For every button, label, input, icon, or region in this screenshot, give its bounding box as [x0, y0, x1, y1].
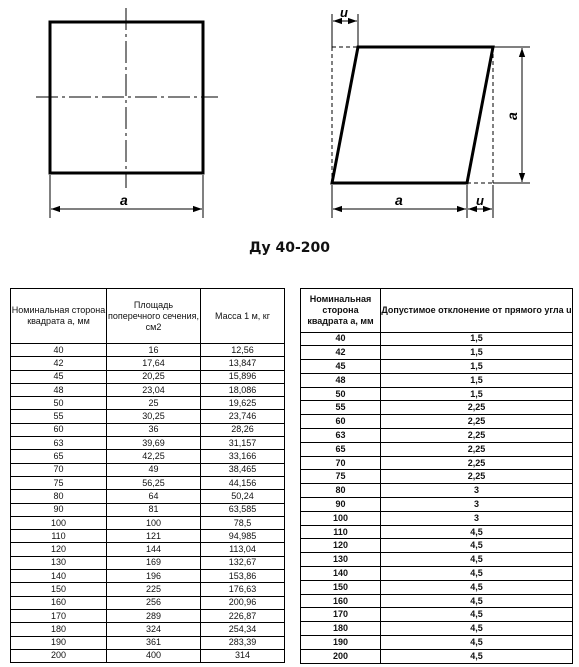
cell-deviation: 4,5: [381, 636, 573, 650]
table-row: [11, 649, 285, 662]
cell-side: 75: [11, 476, 107, 489]
cell-side: 100: [301, 511, 381, 525]
skewed-section-drawing: [332, 5, 530, 218]
cell-mass: 28,26: [201, 423, 285, 436]
cell-side: 45: [301, 360, 381, 374]
bottom-label: a: [395, 192, 403, 208]
table-row: [11, 357, 285, 370]
cell-area: 361: [107, 636, 201, 649]
table-row: [11, 370, 285, 383]
cell-mass: 31,157: [201, 437, 285, 450]
cell-mass: 33,166: [201, 450, 285, 463]
technical-drawing: [0, 0, 579, 240]
cell-side: 70: [11, 463, 107, 476]
cell-deviation: 2,25: [381, 429, 573, 443]
cell-side: 180: [11, 623, 107, 636]
cell-area: 400: [107, 649, 201, 662]
side-label: a: [504, 112, 520, 120]
parallelogram-outline: [332, 47, 493, 183]
deviation-table-body: [301, 332, 573, 663]
cell-area: 256: [107, 596, 201, 609]
caption-title: Ду 40-200: [249, 240, 330, 256]
cell-side: 42: [301, 346, 381, 360]
cell-area: 121: [107, 530, 201, 543]
table-row: [11, 530, 285, 543]
cell-mass: 283,39: [201, 636, 285, 649]
cell-side: 48: [11, 383, 107, 396]
header-side: Номинальная сторона квадрата а, мм: [11, 289, 107, 344]
table-row: [11, 556, 285, 569]
cell-side: 63: [11, 437, 107, 450]
cell-deviation: 3: [381, 511, 573, 525]
table-row: [301, 415, 573, 429]
cell-mass: 132,67: [201, 556, 285, 569]
cell-side: 65: [11, 450, 107, 463]
cell-side: 50: [301, 387, 381, 401]
header-side: Номинальная сторона квадрата а, мм: [301, 289, 381, 333]
table-row: [11, 570, 285, 583]
cell-area: 36: [107, 423, 201, 436]
cell-area: 56,25: [107, 476, 201, 489]
cell-side: 90: [11, 503, 107, 516]
table-row: [11, 383, 285, 396]
table-row: [11, 596, 285, 609]
cell-area: 23,04: [107, 383, 201, 396]
cell-deviation: 2,25: [381, 456, 573, 470]
cell-deviation: 1,5: [381, 360, 573, 374]
cell-side: 55: [11, 410, 107, 423]
table-row: [301, 360, 573, 374]
cell-side: 110: [11, 530, 107, 543]
cell-side: 190: [11, 636, 107, 649]
cell-side: 90: [301, 498, 381, 512]
square-section-drawing: [36, 8, 218, 218]
table-row: [301, 525, 573, 539]
cell-deviation: 1,5: [381, 387, 573, 401]
table-row: [11, 476, 285, 489]
mass-table-body: [11, 344, 285, 663]
cell-side: 180: [301, 622, 381, 636]
cell-side: 170: [301, 608, 381, 622]
cell-side: 120: [11, 543, 107, 556]
cell-side: 150: [11, 583, 107, 596]
cell-side: 60: [301, 415, 381, 429]
cell-side: 140: [11, 570, 107, 583]
table-row: [301, 594, 573, 608]
table-row: [301, 498, 573, 512]
cell-deviation: 4,5: [381, 539, 573, 553]
cell-side: 75: [301, 470, 381, 484]
cell-mass: 19,625: [201, 397, 285, 410]
table-row: [11, 344, 285, 357]
table-row: [11, 410, 285, 423]
table-row: [11, 636, 285, 649]
cell-deviation: 4,5: [381, 580, 573, 594]
table-row: [11, 450, 285, 463]
cell-side: 50: [11, 397, 107, 410]
cell-area: 169: [107, 556, 201, 569]
cell-mass: 12,56: [201, 344, 285, 357]
table-row: [301, 649, 573, 663]
width-label: a: [120, 192, 128, 208]
cell-side: 140: [301, 567, 381, 581]
cell-deviation: 4,5: [381, 553, 573, 567]
header-area: Площадь поперечного сечения, см2: [107, 289, 201, 344]
table-row: [301, 484, 573, 498]
cell-area: 25: [107, 397, 201, 410]
cell-area: 64: [107, 490, 201, 503]
cell-side: 160: [11, 596, 107, 609]
cell-deviation: 2,25: [381, 442, 573, 456]
cell-mass: 63,585: [201, 503, 285, 516]
bottom-offset-label: u: [476, 193, 484, 208]
cell-side: 190: [301, 636, 381, 650]
table-row: [11, 463, 285, 476]
cell-mass: 78,5: [201, 516, 285, 529]
cell-mass: 44,156: [201, 476, 285, 489]
table-row: [301, 580, 573, 594]
cell-area: 100: [107, 516, 201, 529]
mass-table: [10, 288, 285, 663]
cell-side: 55: [301, 401, 381, 415]
cell-mass: 254,34: [201, 623, 285, 636]
table-row: [11, 490, 285, 503]
table-row: [11, 503, 285, 516]
table-row: [301, 401, 573, 415]
cell-mass: 176,63: [201, 583, 285, 596]
table-header-row: [11, 289, 285, 344]
table-row: [11, 397, 285, 410]
cell-side: 80: [301, 484, 381, 498]
cell-side: 130: [301, 553, 381, 567]
cell-area: 39,69: [107, 437, 201, 450]
table-row: [301, 373, 573, 387]
cell-area: 17,64: [107, 357, 201, 370]
cell-area: 49: [107, 463, 201, 476]
cell-deviation: 4,5: [381, 567, 573, 581]
cell-side: 70: [301, 456, 381, 470]
cell-area: 16: [107, 344, 201, 357]
header-mass: Масса 1 м, кг: [201, 289, 285, 344]
cell-mass: 200,96: [201, 596, 285, 609]
header-deviation: Допустимое отклонение от прямого угла u: [381, 289, 573, 333]
cell-side: 110: [301, 525, 381, 539]
cell-side: 160: [301, 594, 381, 608]
table-row: [301, 553, 573, 567]
cell-mass: 50,24: [201, 490, 285, 503]
cell-deviation: 2,25: [381, 415, 573, 429]
table-row: [301, 470, 573, 484]
cell-deviation: 4,5: [381, 594, 573, 608]
top-offset-label: u: [340, 5, 348, 20]
cell-area: 225: [107, 583, 201, 596]
cell-deviation: 3: [381, 498, 573, 512]
cell-area: 289: [107, 609, 201, 622]
deviation-table: [300, 288, 573, 664]
cell-mass: 13,847: [201, 357, 285, 370]
cell-deviation: 1,5: [381, 373, 573, 387]
cell-side: 48: [301, 373, 381, 387]
cell-mass: 153,86: [201, 570, 285, 583]
cell-side: 170: [11, 609, 107, 622]
table-row: [11, 423, 285, 436]
cell-side: 45: [11, 370, 107, 383]
cell-mass: 94,985: [201, 530, 285, 543]
cell-area: 20,25: [107, 370, 201, 383]
cell-deviation: 4,5: [381, 525, 573, 539]
cell-side: 65: [301, 442, 381, 456]
cell-mass: 314: [201, 649, 285, 662]
cell-deviation: 1,5: [381, 332, 573, 346]
cell-side: 200: [11, 649, 107, 662]
table-row: [11, 609, 285, 622]
cell-side: 120: [301, 539, 381, 553]
cell-deviation: 4,5: [381, 649, 573, 663]
cell-mass: 18,086: [201, 383, 285, 396]
cell-area: 196: [107, 570, 201, 583]
cell-deviation: 4,5: [381, 622, 573, 636]
cell-area: 30,25: [107, 410, 201, 423]
table-row: [301, 346, 573, 360]
cell-area: 144: [107, 543, 201, 556]
cell-side: 63: [301, 429, 381, 443]
table-row: [11, 437, 285, 450]
cell-side: 40: [11, 344, 107, 357]
table-row: [301, 622, 573, 636]
cell-side: 200: [301, 649, 381, 663]
cell-mass: 15,896: [201, 370, 285, 383]
table-row: [301, 511, 573, 525]
cell-mass: 23,746: [201, 410, 285, 423]
cell-side: 80: [11, 490, 107, 503]
table-row: [301, 332, 573, 346]
cell-deviation: 1,5: [381, 346, 573, 360]
cell-side: 130: [11, 556, 107, 569]
table-row: [301, 636, 573, 650]
cell-mass: 226,87: [201, 609, 285, 622]
cell-deviation: 3: [381, 484, 573, 498]
table-row: [301, 442, 573, 456]
cell-mass: 38,465: [201, 463, 285, 476]
table-row: [301, 567, 573, 581]
cell-side: 100: [11, 516, 107, 529]
table-row: [301, 429, 573, 443]
cell-deviation: 2,25: [381, 401, 573, 415]
table-row: [11, 516, 285, 529]
table-row: [301, 539, 573, 553]
table-row: [301, 608, 573, 622]
cell-side: 150: [301, 580, 381, 594]
cell-deviation: 4,5: [381, 608, 573, 622]
cell-mass: 113,04: [201, 543, 285, 556]
cell-side: 40: [301, 332, 381, 346]
table-row: [11, 623, 285, 636]
cell-area: 81: [107, 503, 201, 516]
table-row: [301, 387, 573, 401]
cell-deviation: 2,25: [381, 470, 573, 484]
table-header-row: [301, 289, 573, 333]
table-row: [11, 583, 285, 596]
cell-area: 324: [107, 623, 201, 636]
table-row: [11, 543, 285, 556]
cell-area: 42,25: [107, 450, 201, 463]
cell-side: 60: [11, 423, 107, 436]
table-row: [301, 456, 573, 470]
cell-side: 42: [11, 357, 107, 370]
